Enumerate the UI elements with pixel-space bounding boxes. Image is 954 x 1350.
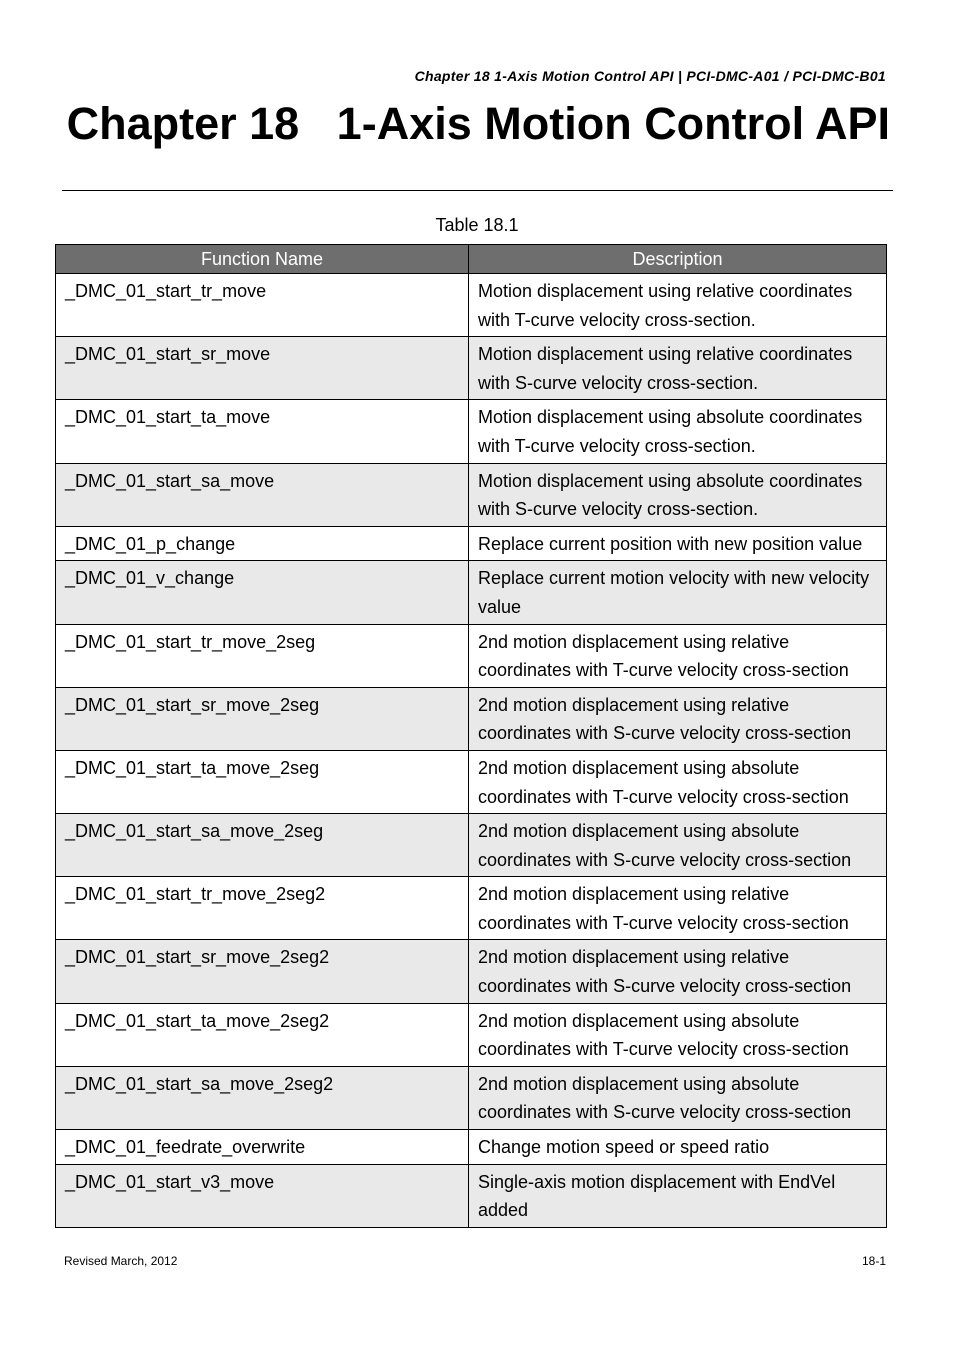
table-row [56,687,887,750]
description-cell: Change motion speed or speed ratio [469,1130,887,1165]
table-row [56,877,887,940]
description-cell: 2nd motion displacement using relative coordinates with T-curve velocity cross-section [469,624,887,687]
function-table [55,244,887,1228]
column-header-description: Description [469,245,887,274]
description-cell: Replace current position with new position value [469,526,887,561]
function-name-cell: _DMC_01_start_sa_move_2seg2 [56,1066,469,1129]
table-row [56,624,887,687]
description-cell: 2nd motion displacement using relative coordinates with S-curve velocity cross-section [469,940,887,1003]
table-row [56,1130,887,1165]
function-name-cell: _DMC_01_start_tr_move [56,274,469,337]
title-divider [62,190,893,191]
description-cell: 2nd motion displacement using absolute coordinates with S-curve velocity cross-section [469,814,887,877]
description-cell: Motion displacement using relative coordinates with T-curve velocity cross-section. [469,274,887,337]
footer-page-number: 18-1 [861,1254,886,1268]
function-name-cell: _DMC_01_start_v3_move [56,1164,469,1227]
function-name-cell: _DMC_01_start_ta_move_2seg [56,750,469,813]
function-name-cell: _DMC_01_start_tr_move_2seg2 [56,877,469,940]
chapter-title: Chapter 18 1-Axis Motion Control API [66,98,890,149]
table-row [56,1164,887,1227]
table-row [56,814,887,877]
description-cell: 2nd motion displacement using relative coordinates with T-curve velocity cross-section [469,877,887,940]
table-row [56,1003,887,1066]
table-row [56,1066,887,1129]
table-row [56,337,887,400]
function-name-cell: _DMC_01_v_change [56,561,469,624]
description-cell: 2nd motion displacement using absolute coordinates with S-curve velocity cross-section [469,1066,887,1129]
function-name-cell: _DMC_01_p_change [56,526,469,561]
table-row [56,400,887,463]
function-name-cell: _DMC_01_start_sr_move_2seg2 [56,940,469,1003]
function-name-cell: _DMC_01_start_sr_move_2seg [56,687,469,750]
table-row [56,561,887,624]
function-name-cell: _DMC_01_feedrate_overwrite [56,1130,469,1165]
function-name-cell: _DMC_01_start_sr_move [56,337,469,400]
table-caption: Table 18.1 [435,215,519,235]
description-cell: 2nd motion displacement using relative coordinates with S-curve velocity cross-section [469,687,887,750]
running-header: Chapter 18 1-Axis Motion Control API | PCI-DMC-A01 / PCI-DMC-B01 [414,68,886,84]
description-cell: Motion displacement using absolute coordinates with S-curve velocity cross-section. [469,463,887,526]
table-row [56,526,887,561]
table-row [56,274,887,337]
function-name-cell: _DMC_01_start_sa_move_2seg [56,814,469,877]
table-row [56,750,887,813]
table-row [56,463,887,526]
function-name-cell: _DMC_01_start_tr_move_2seg [56,624,469,687]
description-cell: Motion displacement using relative coordinates with S-curve velocity cross-section. [469,337,887,400]
function-name-cell: _DMC_01_start_ta_move_2seg2 [56,1003,469,1066]
description-cell: Motion displacement using absolute coordinates with T-curve velocity cross-section. [469,400,887,463]
column-header-function-name: Function Name [56,245,469,274]
description-cell: 2nd motion displacement using absolute coordinates with T-curve velocity cross-section [469,750,887,813]
footer-revision: Revised March, 2012 [64,1254,178,1268]
function-name-cell: _DMC_01_start_ta_move [56,400,469,463]
description-cell: Single-axis motion displacement with EndVel added [469,1164,887,1227]
description-cell: Replace current motion velocity with new velocity value [469,561,887,624]
function-name-cell: _DMC_01_start_sa_move [56,463,469,526]
table-header-row [56,245,887,274]
description-cell: 2nd motion displacement using absolute coordinates with T-curve velocity cross-section [469,1003,887,1066]
table-row [56,940,887,1003]
